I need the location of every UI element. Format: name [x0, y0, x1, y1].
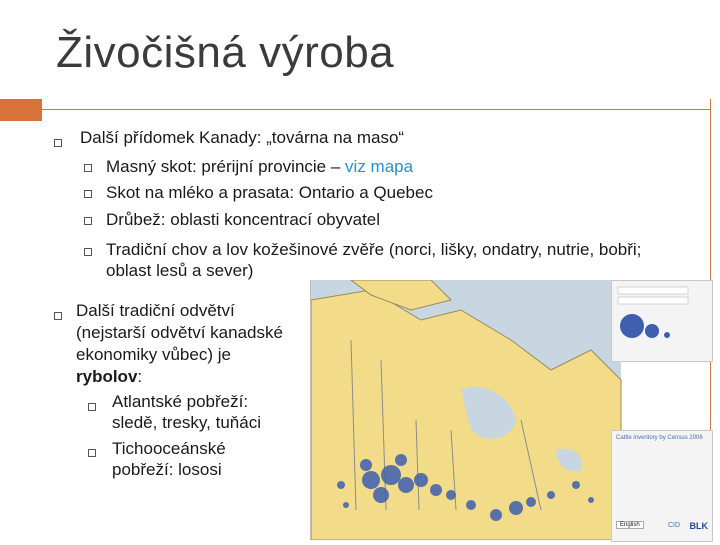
rule-horizontal — [42, 109, 710, 110]
sub-bullet-text: Tradiční chov a lov kožešinové zvěře (norci, lišky, ondatry, nutrie, bobři; — [106, 240, 642, 259]
bubble — [414, 473, 428, 487]
bullet-square-icon — [84, 164, 92, 172]
sub-bullet-text: oblast lesů a sever) — [106, 261, 254, 280]
map-screenshot — [310, 280, 711, 540]
sub-bullet-text — [106, 156, 413, 178]
bullet-square-icon — [54, 139, 62, 147]
bullet-square-icon — [84, 217, 92, 225]
sub-bullet-text: pobřeží: lososi — [112, 460, 222, 479]
legend-bubbles — [612, 281, 712, 361]
info-panel — [611, 430, 713, 542]
bubble — [466, 500, 476, 510]
bullet-square-icon — [84, 248, 92, 256]
bullet-square-icon — [88, 403, 96, 411]
bubble — [490, 509, 502, 521]
bullet-text: ekonomiky vůbec) je — [76, 345, 231, 364]
bubble — [509, 501, 523, 515]
sub-bullet-text: Drůbež: oblasti koncentrací obyvatel — [106, 210, 381, 229]
bubble — [446, 490, 456, 500]
bubble — [526, 497, 536, 507]
bubble — [395, 454, 407, 466]
bullet-text — [76, 366, 142, 388]
bold-suffix: : — [137, 367, 143, 386]
legend-select — [618, 287, 688, 294]
bullet-square-icon — [88, 449, 96, 457]
sub-bullet-text: Tichooceánské — [112, 439, 226, 458]
info-panel-label: Cattle inventory by Census 2006 — [616, 435, 703, 441]
bubble — [362, 471, 380, 489]
brand-logo: BLK — [689, 521, 708, 531]
accent-bar — [0, 99, 42, 121]
bubble — [398, 477, 414, 493]
legend-select — [618, 297, 688, 304]
bullet-text: Další tradiční odvětví — [76, 301, 235, 320]
bullet-square-icon — [84, 190, 92, 198]
sub-bullet-label: Masný skot: prérijní provincie – — [106, 157, 346, 176]
slide-title: Živočišná výroba — [56, 28, 395, 77]
language-select[interactable]: English — [616, 521, 644, 529]
footer-label: CID — [668, 522, 681, 529]
bubble — [588, 497, 594, 503]
bubble — [343, 502, 349, 508]
bubble — [337, 481, 345, 489]
bullet-square-icon — [54, 312, 62, 320]
legend-bubble-medium — [645, 324, 659, 338]
sub-bullet-text: sledě, tresky, tuňáci — [112, 413, 261, 432]
sub-bullet-text: Atlantské pobřeží: — [112, 392, 249, 411]
bubble — [572, 481, 580, 489]
bold-term: rybolov — [76, 367, 138, 386]
legend-bubble-small — [664, 332, 670, 338]
bubble — [381, 465, 401, 485]
bubble — [430, 484, 442, 496]
legend-bubble-large — [620, 314, 644, 338]
bullet-text: Další přídomek Kanady: „továrna na maso“ — [80, 128, 405, 147]
sub-bullet-text: Skot na mléko a prasata: Ontario a Quebec — [106, 183, 433, 202]
bubble — [360, 459, 372, 471]
bubble — [547, 491, 555, 499]
bullet-text: (nejstarší odvětví kanadské — [76, 323, 283, 342]
bubble — [373, 487, 389, 503]
legend-panel — [611, 280, 713, 362]
map-link[interactable]: viz mapa — [345, 157, 414, 176]
